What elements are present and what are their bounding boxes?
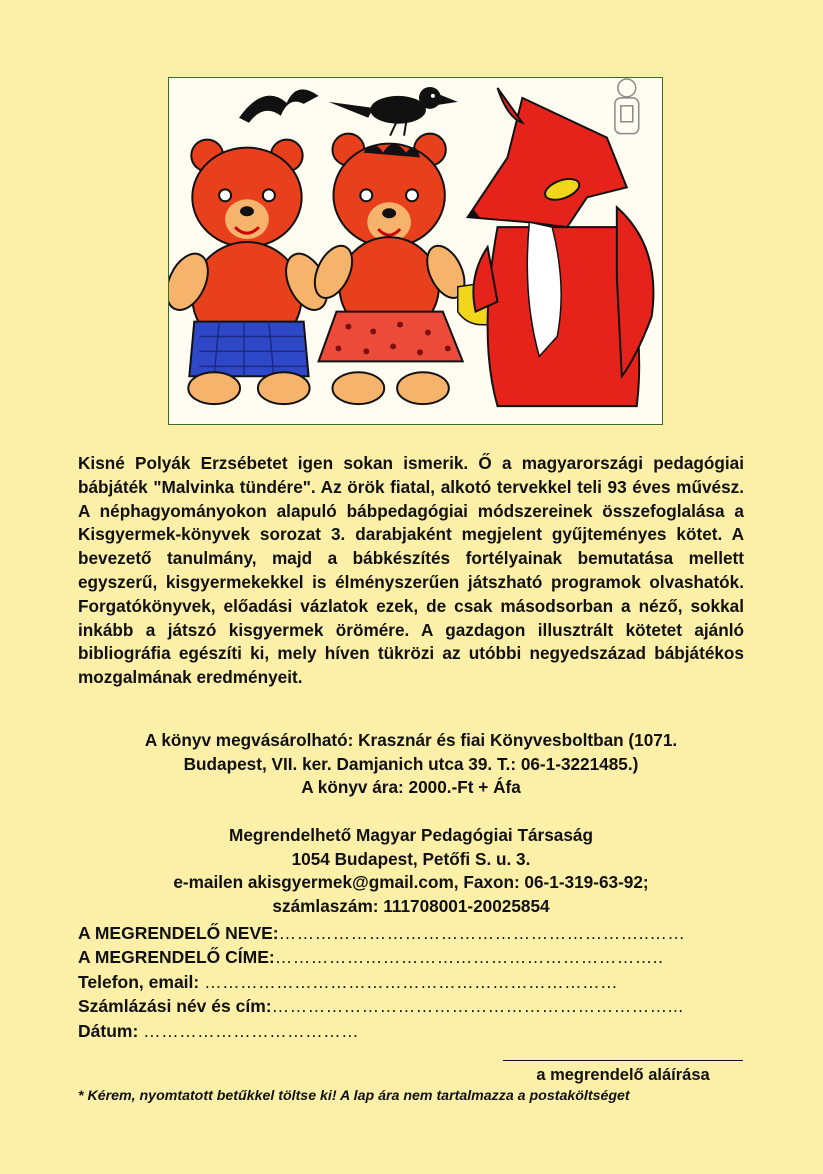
footnote: * Kérem, nyomtatott betűkkel töltse ki! A lap ára nem tartalmazza a postaköltséget [78,1088,630,1104]
fill-in-dots: ……………………………… [143,1020,360,1041]
book-description-paragraph: Kisné Polyák Erzsébetet igen sokan ismerik. Ő a magyarországi pedagógiai bábjáték "Malvinka tündére". Az örök fiatal, alkotó tervekkel teli 93 éves művész. A néphagyományokon alapuló bábpedagógiai módszereinek összefoglalása a Kisgyermek-könyvek sorozat 3. darabjaként megjelent gyűjteményes kötet. A bevezető tanulmány, majd a bábkészítés fortélyainak bemutatása mellett egyszerű, kisgyermekekkel is élményszerűen játszható programok olvashatók. Forgatókönyvek, előadási vázlatok ezek, de csak másodsorban a néző, sokkal inkább a játszó kisgyermek örömére. A gazdagon illusztrált kötetet ajánló bibliográfia egészíti ki, mely híven tükrözi az utóbbi negyedszázad bábjátékos mozgalmának eredményeit. [78,453,744,688]
fill-in-dots: ……………………………………………………..…… [278,923,686,943]
order-publisher: Megrendelhető Magyar Pedagógiai Társaság [229,825,593,845]
field-phone-email[interactable] [78,970,748,994]
field-orderer-address[interactable] [78,945,748,969]
purchase-line-2: Budapest, VII. ker. Damjanich utca 39. T.: 06-1-3221485.) [183,753,639,774]
field-label: A MEGRENDELŐ NEVE: [78,923,279,943]
fill-in-dots: ……………………………………………………….. [274,947,664,968]
purchase-line-1: A könyv megvásárolható: Krasznár és fiai Könyvesboltban (1071. [144,730,678,750]
fill-in-dots: …………………………………………………………... [271,996,684,1017]
field-billing-name-address[interactable] [78,994,748,1018]
field-date[interactable] [78,1019,748,1043]
order-form-fields [78,921,748,1043]
field-label: Dátum: [78,1020,144,1041]
fill-in-dots: …………………………………………………………… [204,971,619,992]
purchase-info [78,729,744,800]
field-label: Telefon, email: [78,971,205,992]
order-contact: e-mailen akisgyermek@gmail.com, Faxon: 06-1-319-63-92; [173,872,649,893]
signature-label: a megrendelő aláírása [536,1066,710,1084]
field-label: A MEGRENDELŐ CÍME: [78,947,275,968]
field-orderer-name[interactable] [78,921,748,945]
signature-line[interactable] [503,1060,743,1061]
order-address: 1054 Budapest, Petőfi S. u. 3. [291,848,531,869]
book-illustration-puppets [168,77,663,425]
book-price: A könyv ára: 2000.-Ft + Áfa [301,777,521,798]
order-account-number: számlaszám: 111708001-20025854 [272,895,550,916]
puppets-drawing [169,78,662,424]
field-label: Számlázási név és cím: [78,996,272,1017]
order-info [78,824,744,918]
